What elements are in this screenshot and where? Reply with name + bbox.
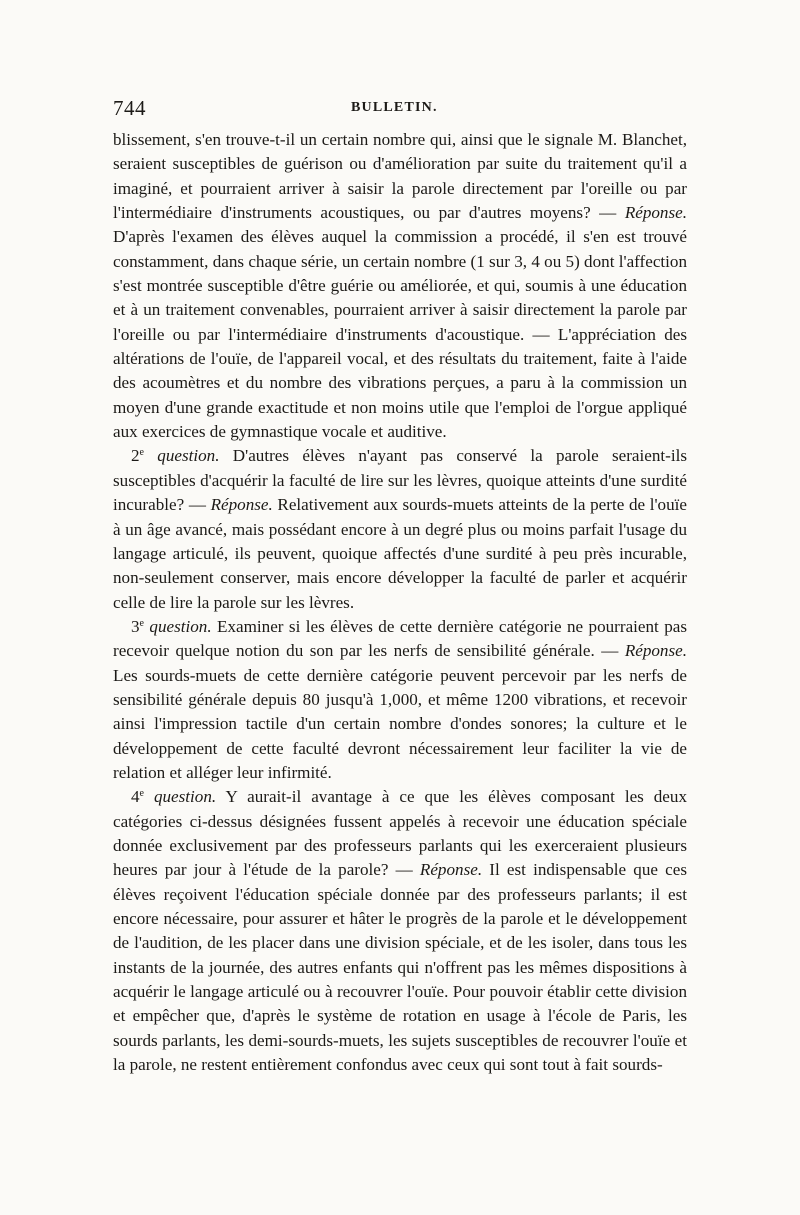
text-run: D'autres élèves n'ayant pas conservé la parole seraient-ils susceptibles d'acquérir la faculté de lire sur les lèvres, quoique atteints d'une surdité incurable? —: [113, 446, 687, 515]
text-run: 4: [131, 787, 140, 807]
paragraph: [113, 128, 687, 444]
italic-run: Réponse.: [624, 203, 687, 223]
paragraph: [113, 785, 687, 1077]
ordinal-suffix: e: [139, 617, 144, 629]
italic-run: Réponse.: [624, 641, 687, 661]
page-header: [113, 96, 687, 128]
ordinal-suffix: e: [139, 788, 144, 800]
text-run: Examiner si les élèves de cette dernière catégorie ne pourraient pas recevoir quelque notion du son par les nerfs de sensibilité générale. —: [113, 616, 687, 661]
paragraph: [113, 615, 687, 785]
text-run: 3: [131, 616, 140, 636]
paragraph: [113, 444, 687, 614]
text-run: Les sourds-muets de cette dernière catégorie peuvent percevoir par les nerfs de sensibilité générale depuis 80 jusqu'à 1,000, et même 1200 vibrations, et recevoir ainsi l'impression tactile d'un certain nombre d'ondes sonores; la culture et le développement de cette faculté devront nécessairement leur faciliter la vie de relation et alléger leur infirmité.: [113, 665, 687, 782]
italic-run: question.: [144, 616, 212, 636]
italic-run: Réponse.: [210, 495, 273, 515]
document-page: [113, 96, 687, 1077]
ordinal-suffix: e: [139, 447, 144, 459]
italic-run: question.: [144, 446, 220, 466]
text-run: blissement, s'en trouve-t-il un certain nombre qui, ainsi que le signale M. Blanchet, seraient susceptibles de guérison ou d'amélioration par suite du traitement qu'il a imaginé, et pourraient arriver à saisir la parole directement par l'oreille ou par l'intermédiaire d'instruments acoustiques, ou par d'autres moyens? —: [113, 130, 687, 223]
body-text: [113, 128, 687, 1077]
running-head: BULLETIN.: [351, 100, 438, 115]
text-run: Relativement aux sourds-muets atteints de la perte de l'ouïe à un âge avancé, mais possédant encore à un degré plus ou moins parfait l'usage du langage articulé, ils peuvent, quoique affectés d'une surdité à peu près incurable, non-seulement conserver, mais encore développer la faculté de parler et acquérir celle de lire la parole sur les lèvres.: [113, 495, 687, 612]
text-run: Il est indispensable que ces élèves reçoivent l'éducation spéciale donnée par des professeurs parlants; il est encore nécessaire, pour assurer et hâter le progrès de la parole et le développement de l'audition, de les placer dans une division spéciale, et de les isoler, dans tous les instants de la journée, des autres enfants qui n'offrent pas les mêmes dispositions à acquérir le langage articulé ou à recouvrer l'ouïe. Pour pouvoir établir cette division et empêcher que, d'après le système de rotation en usage à l'école de Paris, les sourds parlants, les demi-sourds-muets, les sujets susceptibles de recouvrer l'ouïe et la parole, ne restent entièrement confondus avec ceux qui sont tout à fait sourds-: [113, 860, 687, 1075]
text-run: 2: [131, 446, 140, 466]
page-number: 744: [113, 96, 146, 120]
text-run: Y aurait-il avantage à ce que les élèves composant les deux catégories ci-dessus désignées fussent appelés à recevoir une éducation spéciale donnée exclusivement par des professeurs parlants qui les exerceraient plusieurs heures par jour à l'étude de la parole? —: [113, 787, 687, 880]
italic-run: question.: [144, 787, 217, 807]
text-run: D'après l'examen des élèves auquel la commission a procédé, il s'en est trouvé constamment, dans chaque série, un certain nombre (1 sur 3, 4 ou 5) dont l'affection s'est montrée susceptible d'être guérie ou améliorée, et qui, soumis à une éducation et à un traitement convenables, pourraient arriver à saisir directement la parole par l'oreille ou par l'intermédiaire d'instruments d'acoustique. — L'appréciation des altérations de l'ouïe, de l'appareil vocal, et des résultats du traitement, faite à l'aide des acoumètres et du nombre des vibrations perçues, a paru à la commission un moyen d'une grande exactitude et non moins utile que l'emploi de l'orgue appliqué aux exercices de gymnastique vocale et auditive.: [113, 227, 687, 442]
italic-run: Réponse.: [419, 860, 483, 880]
